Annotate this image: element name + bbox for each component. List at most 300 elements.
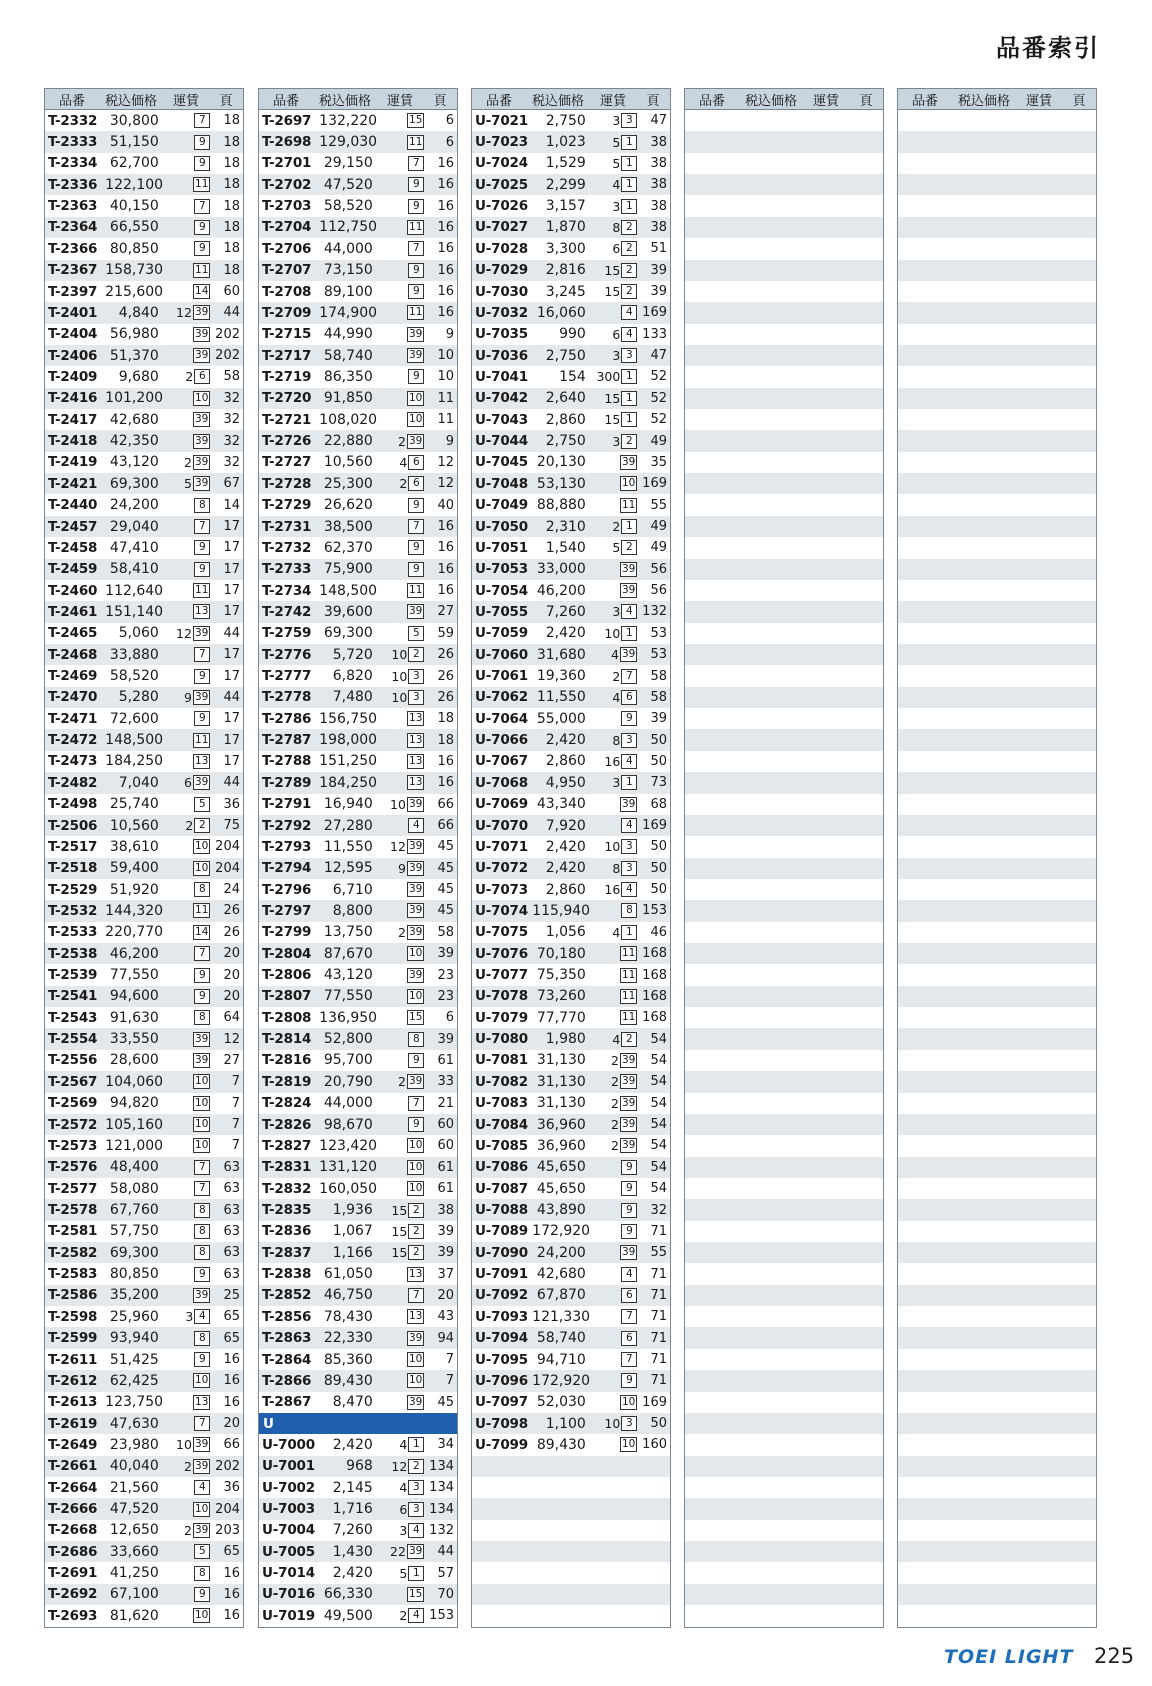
item-page: 169 bbox=[642, 818, 667, 834]
shipping-class bbox=[373, 1352, 424, 1367]
item-price: 9,680 bbox=[118, 368, 159, 385]
item-code: T-2787 bbox=[262, 732, 312, 749]
item-price: 45,650 bbox=[536, 1180, 586, 1197]
item-code: U-7055 bbox=[475, 603, 528, 620]
shipping-box: 7 bbox=[194, 199, 210, 214]
item-code: T-2440 bbox=[48, 497, 98, 514]
item-price: 38,500 bbox=[323, 518, 373, 535]
empty-row bbox=[685, 1520, 883, 1541]
item-code: T-2404 bbox=[48, 326, 98, 343]
item-page: 18 bbox=[223, 155, 240, 171]
item-page: 54 bbox=[650, 1159, 667, 1175]
shipping-box: 5 bbox=[408, 626, 424, 641]
empty-row bbox=[472, 1477, 670, 1498]
empty-row bbox=[685, 1477, 883, 1498]
shipping-class bbox=[373, 733, 424, 748]
item-price: 55,000 bbox=[536, 710, 586, 727]
empty-row bbox=[898, 772, 1096, 793]
item-price: 2,420 bbox=[545, 625, 586, 642]
header-price: 税込価格 bbox=[318, 93, 371, 109]
pack-quantity: 2 bbox=[397, 1074, 406, 1090]
item-code: T-2788 bbox=[262, 753, 312, 770]
table-row bbox=[259, 430, 457, 451]
item-page: 54 bbox=[650, 1095, 667, 1111]
item-price: 1,540 bbox=[545, 539, 586, 556]
empty-row bbox=[898, 1370, 1096, 1391]
item-page: 71 bbox=[650, 1223, 667, 1239]
empty-row bbox=[685, 195, 883, 216]
shipping-box: 2 bbox=[408, 1203, 424, 1218]
table-row bbox=[259, 1221, 457, 1242]
index-column-5 bbox=[897, 88, 1097, 1628]
shipping-box: 6 bbox=[194, 369, 210, 384]
item-page: 160 bbox=[642, 1437, 667, 1453]
item-price: 69,300 bbox=[323, 625, 373, 642]
shipping-box: 9 bbox=[194, 135, 210, 150]
item-price: 1,716 bbox=[332, 1501, 373, 1518]
empty-row bbox=[685, 559, 883, 580]
shipping-class bbox=[586, 498, 637, 513]
item-page: 63 bbox=[223, 1159, 240, 1175]
empty-row bbox=[898, 964, 1096, 985]
shipping-box: 39 bbox=[408, 1075, 423, 1088]
shipping-class bbox=[373, 839, 424, 854]
item-code: T-2583 bbox=[48, 1266, 98, 1283]
item-page: 39 bbox=[650, 711, 667, 727]
shipping-class bbox=[159, 327, 210, 342]
item-price: 43,890 bbox=[536, 1202, 586, 1218]
shipping-box: 7 bbox=[194, 519, 210, 534]
item-code: T-2816 bbox=[262, 1052, 312, 1069]
empty-row bbox=[898, 1071, 1096, 1092]
item-code: T-2664 bbox=[48, 1479, 98, 1496]
item-code: U-7097 bbox=[475, 1394, 528, 1411]
shipping-class bbox=[159, 968, 210, 983]
shipping-box: 9 bbox=[408, 263, 424, 278]
column-header bbox=[259, 89, 457, 110]
item-page: 17 bbox=[223, 732, 240, 748]
shipping-box: 3 bbox=[621, 348, 637, 363]
item-code: U-7090 bbox=[475, 1244, 528, 1261]
table-row bbox=[45, 1434, 243, 1455]
item-page: 49 bbox=[650, 433, 667, 449]
item-price: 184,250 bbox=[105, 753, 164, 770]
item-code: U-7086 bbox=[475, 1159, 528, 1176]
table-row bbox=[45, 665, 243, 686]
table-row bbox=[259, 922, 457, 943]
table-row bbox=[472, 751, 670, 772]
shipping-box: 7 bbox=[194, 113, 210, 128]
pack-quantity: 10 bbox=[391, 647, 408, 663]
item-price: 66,330 bbox=[323, 1586, 373, 1603]
item-page: 16 bbox=[223, 1373, 240, 1389]
table-row bbox=[259, 687, 457, 708]
shipping-class bbox=[373, 1288, 424, 1303]
shipping-class bbox=[373, 199, 424, 214]
item-code: U-7073 bbox=[475, 881, 528, 898]
shipping-box: 2 bbox=[621, 284, 637, 299]
shipping-class bbox=[159, 284, 210, 299]
item-page: 45 bbox=[437, 882, 454, 898]
table-row bbox=[259, 1477, 457, 1498]
pack-quantity: 4 bbox=[610, 647, 619, 663]
item-code: T-2717 bbox=[262, 347, 312, 364]
item-price: 75,900 bbox=[323, 561, 373, 578]
shipping-box: 11 bbox=[621, 947, 636, 960]
empty-row bbox=[685, 1157, 883, 1178]
empty-row bbox=[898, 174, 1096, 195]
table-row bbox=[472, 302, 670, 323]
item-code: T-2518 bbox=[48, 860, 98, 877]
shipping-class bbox=[159, 1309, 210, 1324]
shipping-class bbox=[159, 263, 210, 278]
table-row bbox=[259, 601, 457, 622]
shipping-class bbox=[373, 903, 424, 918]
shipping-class bbox=[159, 135, 210, 150]
item-code: U-7099 bbox=[475, 1436, 528, 1453]
item-price: 48,400 bbox=[109, 1159, 159, 1176]
item-price: 45,650 bbox=[536, 1159, 586, 1176]
item-page: 50 bbox=[650, 1416, 667, 1432]
item-page: 40 bbox=[437, 497, 454, 513]
table-row bbox=[472, 1050, 670, 1071]
item-price: 58,740 bbox=[536, 1330, 586, 1347]
table-row bbox=[45, 794, 243, 815]
shipping-box: 15 bbox=[408, 1587, 423, 1600]
item-page: 17 bbox=[223, 561, 240, 577]
pack-quantity: 4 bbox=[612, 177, 621, 193]
item-page: 66 bbox=[437, 796, 454, 812]
empty-row bbox=[685, 131, 883, 152]
empty-row bbox=[685, 986, 883, 1007]
item-code: T-2649 bbox=[48, 1436, 98, 1453]
table-row bbox=[45, 580, 243, 601]
shipping-class bbox=[159, 455, 210, 470]
item-page: 38 bbox=[650, 134, 667, 150]
item-price: 41,250 bbox=[109, 1565, 159, 1582]
shipping-box: 39 bbox=[408, 883, 423, 896]
shipping-box: 9 bbox=[194, 989, 210, 1004]
item-page: 38 bbox=[650, 219, 667, 235]
item-page: 53 bbox=[650, 647, 667, 663]
item-code: U-7076 bbox=[475, 945, 528, 962]
pack-quantity: 2 bbox=[185, 369, 194, 385]
item-code: U-7069 bbox=[475, 796, 528, 813]
shipping-class bbox=[373, 455, 424, 470]
empty-row bbox=[685, 1050, 883, 1071]
table-row bbox=[259, 1199, 457, 1220]
pack-quantity: 8 bbox=[612, 860, 621, 876]
table-row bbox=[472, 1157, 670, 1178]
shipping-class bbox=[586, 540, 637, 555]
item-price: 77,550 bbox=[109, 967, 159, 984]
shipping-class bbox=[373, 1224, 424, 1239]
table-row bbox=[472, 1178, 670, 1199]
pack-quantity: 2 bbox=[399, 476, 408, 492]
empty-row bbox=[472, 1584, 670, 1605]
empty-row bbox=[898, 1562, 1096, 1583]
item-price: 2,640 bbox=[545, 390, 586, 407]
shipping-class bbox=[159, 989, 210, 1004]
shipping-class bbox=[373, 711, 424, 726]
table-row bbox=[259, 324, 457, 345]
table-row bbox=[45, 900, 243, 921]
pack-quantity: 3 bbox=[399, 1522, 408, 1538]
table-row bbox=[45, 1477, 243, 1498]
empty-row bbox=[898, 1157, 1096, 1178]
table-row bbox=[259, 1456, 457, 1477]
empty-row bbox=[472, 1456, 670, 1477]
table-row bbox=[472, 537, 670, 558]
table-row bbox=[45, 644, 243, 665]
shipping-box: 39 bbox=[408, 605, 423, 618]
table-row bbox=[472, 943, 670, 964]
shipping-class bbox=[159, 1160, 210, 1175]
shipping-class bbox=[373, 348, 424, 363]
table-row bbox=[45, 1114, 243, 1135]
item-price: 58,520 bbox=[109, 668, 159, 685]
item-page: 60 bbox=[437, 1117, 454, 1133]
item-page: 16 bbox=[437, 561, 454, 577]
item-page: 20 bbox=[223, 1416, 240, 1432]
shipping-box: 9 bbox=[621, 1224, 637, 1239]
empty-row bbox=[898, 1242, 1096, 1263]
item-price: 1,166 bbox=[332, 1244, 373, 1261]
item-code: T-2692 bbox=[48, 1586, 98, 1603]
table-row bbox=[45, 1007, 243, 1028]
shipping-box: 11 bbox=[409, 220, 423, 233]
shipping-class bbox=[373, 1032, 424, 1047]
item-page: 63 bbox=[223, 1266, 240, 1282]
shipping-class bbox=[586, 1267, 637, 1282]
empty-row bbox=[685, 1093, 883, 1114]
item-code: T-2867 bbox=[262, 1394, 312, 1411]
shipping-box: 9 bbox=[194, 241, 210, 256]
table-row bbox=[472, 195, 670, 216]
item-price: 25,740 bbox=[109, 796, 159, 813]
item-code: T-2703 bbox=[262, 198, 312, 215]
table-row bbox=[45, 1221, 243, 1242]
empty-row bbox=[685, 1370, 883, 1391]
item-price: 105,160 bbox=[105, 1116, 164, 1133]
item-price: 172,920 bbox=[532, 1223, 591, 1240]
item-page: 50 bbox=[650, 732, 667, 748]
item-price: 94,820 bbox=[109, 1095, 159, 1112]
pack-quantity: 15 bbox=[604, 284, 621, 300]
shipping-class bbox=[586, 327, 637, 342]
empty-row bbox=[472, 1520, 670, 1541]
item-price: 29,040 bbox=[109, 518, 159, 535]
empty-row bbox=[685, 1178, 883, 1199]
shipping-box: 4 bbox=[194, 1309, 210, 1324]
item-code: T-2332 bbox=[48, 112, 98, 129]
item-page: 65 bbox=[223, 1330, 240, 1346]
pack-quantity: 5 bbox=[183, 476, 192, 492]
empty-row bbox=[898, 1541, 1096, 1562]
item-price: 136,950 bbox=[319, 1009, 378, 1026]
table-row bbox=[45, 537, 243, 558]
item-page: 17 bbox=[223, 711, 240, 727]
shipping-class bbox=[373, 391, 424, 406]
empty-row bbox=[898, 858, 1096, 879]
empty-row bbox=[898, 708, 1096, 729]
shipping-class bbox=[586, 1203, 637, 1218]
shipping-class bbox=[586, 177, 637, 192]
table-row bbox=[45, 1263, 243, 1284]
shipping-class bbox=[586, 1352, 637, 1367]
item-price: 91,850 bbox=[323, 390, 373, 407]
item-code: U-7041 bbox=[475, 368, 528, 385]
item-code: T-2731 bbox=[262, 518, 312, 535]
empty-row bbox=[898, 1135, 1096, 1156]
item-code: U-7021 bbox=[475, 112, 528, 129]
item-code: T-2793 bbox=[262, 838, 312, 855]
empty-row bbox=[685, 1327, 883, 1348]
item-price: 8,800 bbox=[332, 902, 373, 919]
item-code: U-7024 bbox=[475, 155, 528, 172]
shipping-class bbox=[373, 1117, 424, 1132]
table-row bbox=[45, 388, 243, 409]
table-row bbox=[259, 131, 457, 152]
item-code: U-7027 bbox=[475, 219, 528, 236]
empty-row bbox=[685, 900, 883, 921]
table-row bbox=[472, 324, 670, 345]
item-page: 17 bbox=[223, 668, 240, 684]
item-price: 24,200 bbox=[109, 497, 159, 514]
item-code: T-2586 bbox=[48, 1287, 98, 1304]
item-code: U-7081 bbox=[475, 1052, 528, 1069]
pack-quantity: 2 bbox=[610, 1117, 619, 1133]
pack-quantity: 2 bbox=[183, 454, 192, 470]
empty-row bbox=[685, 1135, 883, 1156]
item-page: 153 bbox=[642, 903, 667, 919]
item-price: 51,370 bbox=[109, 347, 159, 364]
shipping-box: 39 bbox=[621, 1096, 636, 1109]
table-row bbox=[45, 1370, 243, 1391]
item-code: U-7042 bbox=[475, 390, 528, 407]
item-price: 62,425 bbox=[109, 1372, 159, 1389]
shipping-class bbox=[159, 1074, 210, 1089]
empty-row bbox=[685, 879, 883, 900]
table-row bbox=[472, 1306, 670, 1327]
table-row bbox=[45, 1135, 243, 1156]
shipping-box: 4 bbox=[621, 1267, 637, 1282]
item-code: T-2573 bbox=[48, 1137, 98, 1154]
table-row bbox=[259, 1584, 457, 1605]
pack-quantity: 15 bbox=[604, 262, 621, 278]
shipping-class bbox=[586, 199, 637, 214]
item-page: 50 bbox=[650, 860, 667, 876]
item-page: 34 bbox=[437, 1437, 454, 1453]
pack-quantity: 12 bbox=[176, 625, 192, 641]
table-row bbox=[259, 879, 457, 900]
table-row bbox=[45, 559, 243, 580]
item-code: U-7084 bbox=[475, 1116, 528, 1133]
item-code: T-2581 bbox=[48, 1223, 98, 1240]
item-code: T-2808 bbox=[262, 1009, 312, 1026]
shipping-box: 39 bbox=[621, 1075, 636, 1088]
item-code: U-7054 bbox=[475, 582, 528, 599]
table-row bbox=[45, 1349, 243, 1370]
shipping-box: 4 bbox=[621, 604, 637, 619]
item-code: T-2698 bbox=[262, 134, 312, 151]
pack-quantity: 6 bbox=[612, 326, 621, 342]
shipping-class bbox=[159, 1502, 210, 1517]
item-price: 28,600 bbox=[109, 1052, 159, 1069]
item-price: 56,980 bbox=[109, 326, 159, 343]
empty-row bbox=[898, 195, 1096, 216]
table-row bbox=[45, 217, 243, 238]
item-code: U-7032 bbox=[475, 304, 528, 321]
empty-row bbox=[685, 772, 883, 793]
item-code: U-7029 bbox=[475, 262, 528, 279]
pack-quantity: 22 bbox=[390, 1544, 406, 1560]
header-ship: 運賃 bbox=[812, 93, 839, 109]
item-price: 2,420 bbox=[545, 860, 586, 877]
table-row bbox=[259, 1434, 457, 1455]
item-code: T-2719 bbox=[262, 368, 312, 385]
shipping-box: 1 bbox=[621, 199, 637, 214]
item-price: 44,990 bbox=[323, 326, 373, 343]
item-page: 75 bbox=[223, 818, 240, 834]
item-code: U-7071 bbox=[475, 838, 528, 855]
shipping-class bbox=[373, 946, 424, 961]
item-page: 54 bbox=[650, 1052, 667, 1068]
item-price: 59,400 bbox=[109, 860, 159, 877]
shipping-box: 39 bbox=[194, 690, 209, 703]
table-row bbox=[472, 1392, 670, 1413]
table-row bbox=[472, 1413, 670, 1434]
empty-row bbox=[472, 1562, 670, 1583]
header-code: 品番 bbox=[58, 93, 85, 109]
item-page: 35 bbox=[650, 454, 667, 470]
shipping-class bbox=[159, 1373, 210, 1388]
item-page: 132 bbox=[429, 1522, 454, 1538]
empty-row bbox=[898, 1007, 1096, 1028]
table-row bbox=[472, 879, 670, 900]
item-page: 50 bbox=[650, 753, 667, 769]
table-row bbox=[259, 794, 457, 815]
shipping-box: 8 bbox=[194, 1245, 210, 1260]
item-code: T-2421 bbox=[48, 475, 98, 492]
empty-row bbox=[898, 986, 1096, 1007]
item-page: 133 bbox=[642, 326, 667, 342]
item-page: 39 bbox=[437, 946, 454, 962]
empty-row bbox=[685, 1584, 883, 1605]
shipping-box: 4 bbox=[194, 1480, 210, 1495]
item-price: 29,150 bbox=[323, 155, 373, 172]
column-header bbox=[898, 89, 1096, 110]
pack-quantity: 10 bbox=[390, 796, 406, 812]
item-page: 6 bbox=[445, 113, 454, 129]
item-code: T-2776 bbox=[262, 646, 312, 663]
shipping-box: 7 bbox=[621, 669, 637, 684]
header-code: 品番 bbox=[485, 93, 512, 109]
empty-row bbox=[685, 1242, 883, 1263]
table-row bbox=[259, 1114, 457, 1135]
shipping-box: 39 bbox=[408, 1395, 423, 1408]
empty-row bbox=[685, 324, 883, 345]
item-page: 71 bbox=[650, 1330, 667, 1346]
empty-row bbox=[898, 1434, 1096, 1455]
pack-quantity: 3 bbox=[185, 1309, 194, 1325]
item-page: 38 bbox=[650, 155, 667, 171]
item-price: 23,980 bbox=[109, 1436, 159, 1453]
header-ship: 運賃 bbox=[599, 93, 626, 109]
pack-quantity: 300 bbox=[596, 369, 621, 385]
shipping-class bbox=[586, 1373, 637, 1388]
shipping-box: 2 bbox=[621, 540, 637, 555]
